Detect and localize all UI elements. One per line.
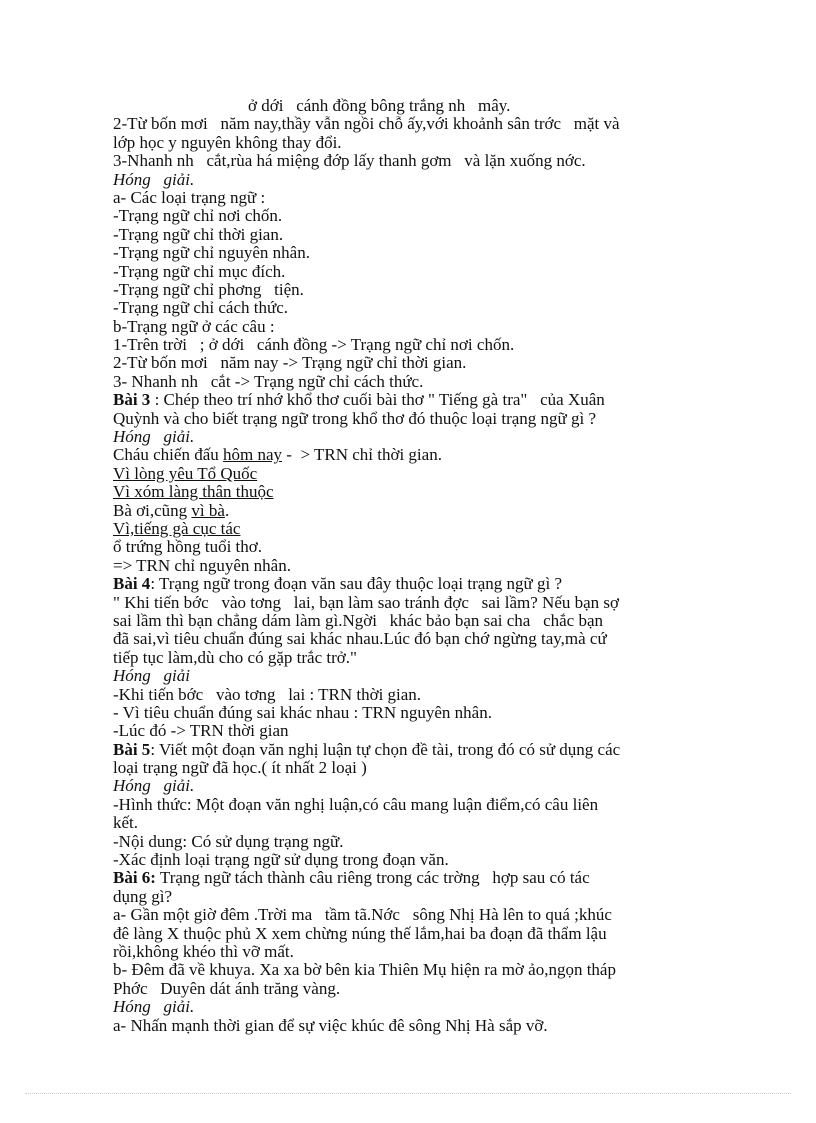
text-line	[113, 152, 693, 170]
text-line	[113, 961, 693, 979]
text-line	[113, 134, 693, 152]
text-segment: loại trạng ngữ đã học.( ít nhất 2 loại )	[113, 758, 367, 778]
text-segment: 2-Từ bốn mơi năm nay -> Trạng ngữ chỉ thời gian.	[113, 353, 467, 373]
text-segment: đê làng X thuộc phủ X xem chừng núng thế lắm,hai ba đoạn đã thẩm lậu	[113, 923, 607, 943]
text-line	[113, 686, 693, 704]
text-segment: b-Trạng ngữ ở các câu :	[113, 316, 275, 336]
text-line	[113, 538, 693, 556]
text-segment: -Lúc đó -> TRN thời gian	[113, 721, 289, 741]
text-line	[113, 980, 693, 998]
answer-heading: Hóng giải.	[113, 169, 195, 189]
text-line	[113, 630, 693, 648]
text-segment: lớp học y nguyên không thay đổi.	[113, 132, 342, 152]
text-line	[113, 888, 693, 906]
text-segment: " Khi tiến bớc vào tơng lai, bạn làm sao tránh đợc sai lầm? Nếu bạn sợ	[113, 592, 620, 612]
text-line	[113, 575, 693, 593]
text-segment: tiếp tục làm,dù cho có gặp trắc trở."	[113, 647, 357, 667]
text-line	[113, 833, 693, 851]
text-segment: -Hình thức: Một đoạn văn nghị luận,có câu mang luận điểm,có câu liên	[113, 794, 599, 814]
text-segment: : Trạng ngữ trong đoạn văn sau đây thuộc loại trạng ngữ gì ?	[150, 574, 563, 594]
text-line	[113, 336, 693, 354]
text-segment: -Nội dung: Có sử dụng trạng ngữ.	[113, 831, 344, 851]
text-line	[113, 925, 693, 943]
answer-heading: Hóng giải	[113, 666, 190, 686]
text-segment: Quỳnh và cho biết trạng ngữ trong khổ thơ đó thuộc loại trạng ngữ gì ?	[113, 408, 597, 428]
answer-heading: Hóng giải.	[113, 427, 195, 447]
text-segment: ổ trứng hồng tuổi thơ.	[113, 537, 263, 557]
text-line	[113, 97, 693, 115]
text-line	[113, 906, 693, 924]
answer-heading: Hóng giải.	[113, 776, 195, 796]
text-line	[113, 814, 693, 832]
text-line	[113, 722, 693, 740]
text-segment: 3-Nhanh nh cắt,rùa há miệng đớp lấy thanh gơm và lặn xuống nớc.	[113, 151, 586, 171]
text-line	[113, 226, 693, 244]
text-line	[113, 502, 693, 520]
text-line	[113, 207, 693, 225]
text-segment: a- Các loại trạng ngữ :	[113, 187, 266, 207]
text-segment: -Trạng ngữ chỉ nơi chốn.	[113, 206, 283, 226]
text-line	[113, 465, 693, 483]
text-line	[113, 1017, 693, 1035]
text-line	[113, 520, 693, 538]
text-segment: 3- Nhanh nh cắt -> Trạng ngữ chỉ cách thức.	[113, 371, 424, 391]
text-line	[113, 354, 693, 372]
text-segment: Cháu chiến đấu	[113, 445, 223, 465]
text-segment: -Trạng ngữ chỉ nguyên nhân.	[113, 243, 310, 263]
text-segment: a- Nhấn mạnh thời gian để sự việc khúc đê sông Nhị Hà sắp vỡ.	[113, 1015, 548, 1035]
text-line	[113, 281, 693, 299]
text-segment: Vì lòng yêu Tổ Quốc	[113, 463, 258, 483]
text-line	[113, 851, 693, 869]
answer-heading: Hóng giải.	[113, 997, 195, 1017]
text-segment: .	[224, 500, 230, 520]
text-line	[113, 741, 693, 759]
text-segment: b- Đêm đã về khuya. Xa xa bờ bên kia Thiên Mụ hiện ra mờ ảo,ngọn tháp	[113, 960, 616, 980]
text-line	[113, 391, 693, 409]
text-segment: rồi,không khéo thì vỡ mất.	[113, 941, 294, 961]
text-segment: vì bà	[191, 500, 225, 520]
text-line	[113, 299, 693, 317]
text-segment: ở dới cánh đồng bông trắng nh mây.	[248, 96, 511, 115]
text-line	[113, 759, 693, 777]
text-line	[113, 318, 693, 336]
text-line	[113, 115, 693, 133]
text-line	[113, 428, 693, 446]
text-segment: 1-Trên trời ; ở dới cánh đồng -> Trạng ngữ chỉ nơi chốn.	[113, 335, 515, 355]
text-segment: dụng gì?	[113, 886, 173, 906]
exercise-heading: Bài 6:	[113, 868, 156, 888]
text-segment: Trạng ngữ tách thành câu riêng trong các trờng hợp sau có tác	[155, 868, 590, 888]
text-segment: Vì,tiếng gà cục tác	[113, 518, 241, 538]
text-line	[113, 373, 693, 391]
exercise-heading: Bài 4	[113, 574, 151, 594]
exercise-heading: Bài 3	[113, 390, 151, 410]
text-segment: đã sai,vì tiêu chuẩn đúng sai khác nhau.Lúc đó bạn chớ ngừng tay,mà cứ	[113, 629, 607, 649]
text-line	[113, 410, 693, 428]
text-segment: : Chép theo trí nhớ khổ thơ cuối bài thơ " Tiếng gà tra" của Xuân	[150, 390, 605, 410]
text-line	[113, 483, 693, 501]
text-segment: 2-Từ bốn mơi năm nay,thầy vẫn ngồi chỗ ấy,với khoảnh sân trớc mặt và	[113, 114, 620, 134]
text-segment: - > TRN chỉ thời gian.	[282, 445, 442, 465]
text-line	[113, 998, 693, 1016]
exercise-heading: Bài 5	[113, 739, 151, 759]
text-segment: -Trạng ngữ chỉ cách thức.	[113, 298, 289, 318]
text-line	[113, 594, 693, 612]
text-segment: -Trạng ngữ chỉ thời gian.	[113, 224, 284, 244]
text-line	[113, 943, 693, 961]
text-line	[113, 777, 693, 795]
text-line	[113, 446, 693, 464]
text-segment: Phớc Duyên dát ánh trăng vàng.	[113, 978, 341, 998]
text-line	[113, 244, 693, 262]
text-segment: : Viết một đoạn văn nghị luận tự chọn đề tài, trong đó có sử dụng các	[150, 739, 621, 759]
text-line	[113, 263, 693, 281]
text-line	[113, 796, 693, 814]
text-segment: -Trạng ngữ chỉ phơng tiện.	[113, 279, 304, 299]
text-segment: hôm nay	[223, 445, 283, 465]
text-segment: a- Gần một giờ đêm .Trời ma tầm tã.Nớc sông Nhị Hà lên to quá ;khúc	[113, 905, 612, 925]
text-segment: -Trạng ngữ chỉ mục đích.	[113, 261, 286, 281]
text-segment: Bà ơi,cũng	[113, 500, 192, 520]
page-bottom-divider	[25, 1093, 791, 1094]
text-line	[113, 649, 693, 667]
text-segment: -Khi tiến bớc vào tơng lai : TRN thời gian.	[113, 684, 422, 704]
document-body	[113, 97, 693, 1035]
text-segment: Vì xóm làng thân thuộc	[113, 482, 274, 502]
text-line	[113, 869, 693, 887]
text-line	[113, 667, 693, 685]
text-line	[113, 704, 693, 722]
text-line	[113, 557, 693, 575]
text-line	[113, 171, 693, 189]
text-segment: -Xác định loại trạng ngữ sử dụng trong đoạn văn.	[113, 850, 449, 870]
text-segment: => TRN chỉ nguyên nhân.	[113, 555, 291, 575]
text-line	[113, 189, 693, 207]
text-segment: kết.	[113, 813, 139, 833]
text-segment: sai lầm thì bạn chẳng dám làm gì.Ngời khác bảo bạn sai cha chắc bạn	[113, 610, 604, 630]
text-line	[113, 612, 693, 630]
text-segment: - Vì tiêu chuẩn đúng sai khác nhau : TRN nguyên nhân.	[113, 702, 492, 722]
